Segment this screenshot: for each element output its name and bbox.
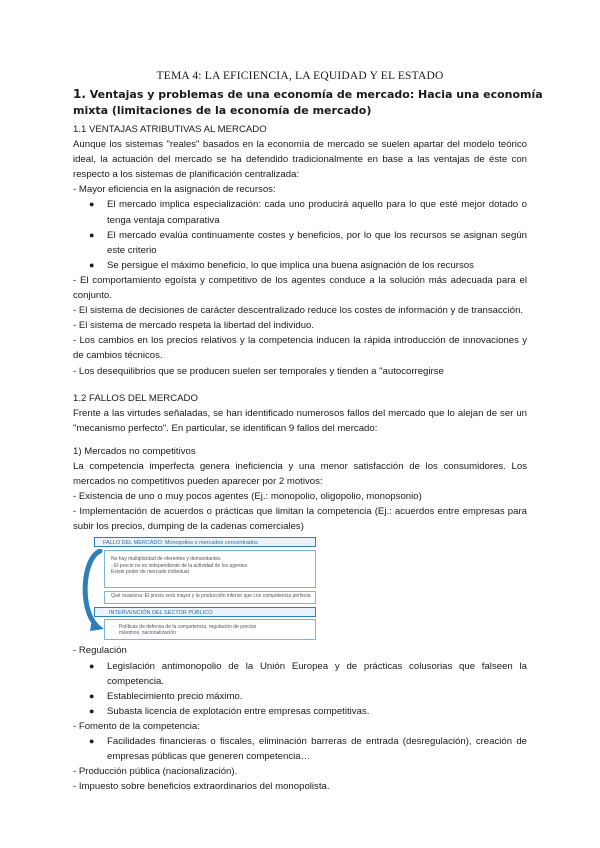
bullet-item: ● El mercado implica especialización: cada uno producirá aquello para lo que esté mejor dotado o tenga ventaja comparativa bbox=[89, 199, 527, 226]
point-item: - El sistema de mercado respeta la libertad del individuo. bbox=[73, 320, 315, 332]
subsection-heading-1-2: 1.2 FALLOS DEL MERCADO bbox=[73, 392, 198, 404]
diagram-failure-details: No hay multiplicidad de oferentes y demandantes - El precio no es independiente de la actividad de los agentes Existe poder de mercado individual bbox=[104, 550, 316, 588]
diagram-failure-title: FALLO DEL MERCADO: Monopolios o mercados concentrados bbox=[94, 537, 316, 547]
diagram-intervention-details: Políticas de defensa de la competencia, regulación de precios máximos, nacionalización bbox=[104, 619, 316, 640]
bullet-icon: ● bbox=[89, 690, 95, 701]
bullet-item: ● Establecimiento precio máximo. bbox=[73, 689, 527, 704]
document-title: TEMA 4: LA EFICIENCIA, LA EQUIDAD Y EL ESTADO bbox=[156, 70, 444, 82]
bullet-icon: ● bbox=[89, 229, 95, 240]
point-item: - Existencia de uno o muy pocos agentes (Ej.: monopolio, oligopolio, monopsonio) bbox=[73, 491, 422, 503]
fomento-heading: - Fomento de la competencia: bbox=[73, 720, 200, 732]
bullet-item: ● Facilidades financieras o fiscales, eliminación barreras de entrada (desregulación), creación de empresas públicas que generen competencia… bbox=[89, 736, 527, 763]
point-item: - Los desequilibrios que se producen suelen ser temporales y tienden a "autocorregirse bbox=[73, 365, 444, 377]
bullet-icon: ● bbox=[89, 736, 95, 746]
diagram-consequence: Qué ocasiona: El precio será mayor y la producción inferior que con competencia perfecta bbox=[104, 591, 316, 604]
paragraph-intro-fallos: Frente a las virtudes señaladas, se han identificado numerosos fallos del mercado que lo alejan de ser un "mecanismo perfecto". En particular, se identifican 9 fallos del mercado: bbox=[73, 407, 527, 434]
bullet-icon: ● bbox=[89, 199, 95, 210]
point-item: - Los cambios en los precios relativos y la competencia inducen la rápida introducción de innovaciones y de cambios técnicos. bbox=[73, 335, 527, 362]
bullet-item: ● Se persigue el máximo beneficio, lo que implica una buena asignación de los recursos bbox=[73, 258, 527, 273]
bullet-item: ● Legislación antimonopolio de la Unión Europea y de prácticas colusorias que falseen la competencia. bbox=[89, 660, 527, 687]
point-item: - Producción pública (nacionalización). bbox=[73, 766, 238, 778]
document-body bbox=[73, 122, 527, 794]
diagram-intervention-title: INTERVENCIÓN DEL SECTOR PÚBLICO bbox=[94, 607, 316, 617]
subsection-heading-mercados: 1) Mercados no competitivos bbox=[73, 445, 196, 457]
bullet-icon: ● bbox=[89, 259, 95, 270]
bullet-item: ● Subasta licencia de explotación entre empresas competitivas. bbox=[73, 704, 527, 719]
subsection-heading-1-1: 1.1 VENTAJAS ATRIBUTIVAS AL MERCADO bbox=[73, 124, 267, 135]
curved-arrow-icon bbox=[78, 549, 104, 631]
section-heading-1 bbox=[73, 86, 543, 119]
bullet-icon: ● bbox=[89, 660, 95, 671]
bullet-icon: ● bbox=[89, 705, 95, 716]
section-number: 1. bbox=[73, 87, 86, 101]
point-mayor-eficiencia: - Mayor eficiencia en la asignación de recursos: bbox=[73, 184, 276, 196]
paragraph-intro-ventajas: Aunque los sistemas "reales" basados en la economía de mercado se suelen apartar del modelo teórico ideal, la actuación del mercado se ha defendido tradicionalmente en base a las ventajas de éste con respecto a los sistemas de planificación centralizada: bbox=[73, 139, 527, 181]
paragraph-intro-mercados: La competencia imperfecta genera ineficiencia y una menor satisfacción de los consumidores. Los mercados no competitivos pueden aparecer por 2 motivos: bbox=[73, 460, 527, 488]
bullet-item: ● El mercado evalúa continuamente costes y beneficios, por lo que los recursos se asignan según este criterio bbox=[89, 229, 527, 256]
point-item: - El sistema de decisiones de carácter descentralizado reduce los costes de información y de transacción. bbox=[73, 305, 524, 317]
point-item: - Implementación de acuerdos o prácticas que limitan la competencia (Ej.: acuerdos entre empresas para subir los precios, dumping de la cadenas comerciales) bbox=[73, 506, 527, 533]
regulacion-heading: - Regulación bbox=[73, 645, 127, 657]
market-failure-diagram bbox=[78, 537, 316, 640]
point-item: - El comportamiento egoísta y competitivo de los agentes conduce a la solución más adecuada para el conjunto. bbox=[73, 274, 527, 302]
section-heading-text: Ventajas y problemas de una economía de mercado: Hacia una economía mixta (limitaciones de la economía de mercado) bbox=[73, 88, 543, 117]
point-item: - Impuesto sobre beneficios extraordinarios del monopolista. bbox=[73, 781, 330, 793]
